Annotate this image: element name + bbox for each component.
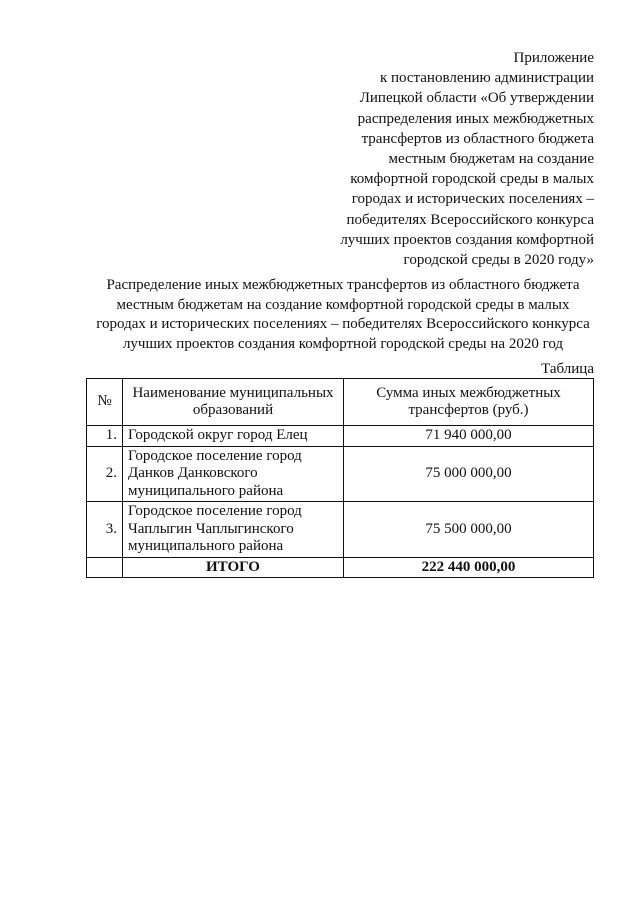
- row-municipality: Городской округ город Елец: [123, 426, 344, 447]
- appendix-line: Приложение: [513, 50, 594, 66]
- appendix-line: лучших проектов создания комфортной: [340, 231, 594, 248]
- table-row: [87, 502, 594, 558]
- total-number: [87, 557, 123, 578]
- row-number: 3.: [87, 502, 123, 558]
- row-municipality: Городское поселение город Данков Данковского муниципального района: [123, 446, 344, 502]
- total-sum: 222 440 000,00: [344, 557, 594, 578]
- total-label: ИТОГО: [123, 557, 344, 578]
- header-sum: Сумма иных межбюджетных трансфертов (руб.): [344, 379, 594, 426]
- table-total-row: [87, 557, 594, 578]
- row-sum: 75 000 000,00: [344, 446, 594, 502]
- transfers-table: [86, 378, 594, 578]
- row-number: 2.: [87, 446, 123, 502]
- appendix-line: трансфертов из областного бюджета: [361, 130, 594, 147]
- appendix-header: [294, 48, 594, 270]
- row-sum: 71 940 000,00: [344, 426, 594, 447]
- document-title: [78, 276, 608, 354]
- appendix-line: Липецкой области «Об утверждении: [359, 90, 594, 107]
- title-line: лучших проектов создания комфортной городской среды на 2020 год: [122, 335, 564, 352]
- table-label: Таблица: [541, 361, 594, 377]
- appendix-line: распределения иных межбюджетных: [357, 110, 594, 127]
- title-line: городах и исторических поселениях – победителях Всероссийского конкурса: [96, 316, 590, 332]
- appendix-line: местным бюджетам на создание: [388, 151, 594, 168]
- title-line: местным бюджетам на создание комфортной городской среды в малых: [116, 296, 570, 313]
- appendix-line: городской среды в 2020 году»: [403, 252, 594, 269]
- header-number: №: [87, 379, 123, 426]
- table-header-row: [87, 379, 594, 426]
- appendix-line: победителях Всероссийского конкурса: [346, 211, 594, 228]
- title-line: Распределение иных межбюджетных трансфертов из областного бюджета: [106, 277, 580, 293]
- header-municipality: Наименование муниципальных образований: [123, 379, 344, 426]
- table-row: [87, 446, 594, 502]
- table-row: [87, 426, 594, 447]
- appendix-line: городах и исторических поселениях –: [351, 191, 594, 208]
- row-municipality: Городское поселение город Чаплыгин Чаплыгинского муниципального района: [123, 502, 344, 558]
- row-sum: 75 500 000,00: [344, 502, 594, 558]
- row-number: 1.: [87, 426, 123, 447]
- appendix-line: к постановлению администрации: [379, 70, 594, 87]
- appendix-line: комфортной городской среды в малых: [350, 171, 594, 188]
